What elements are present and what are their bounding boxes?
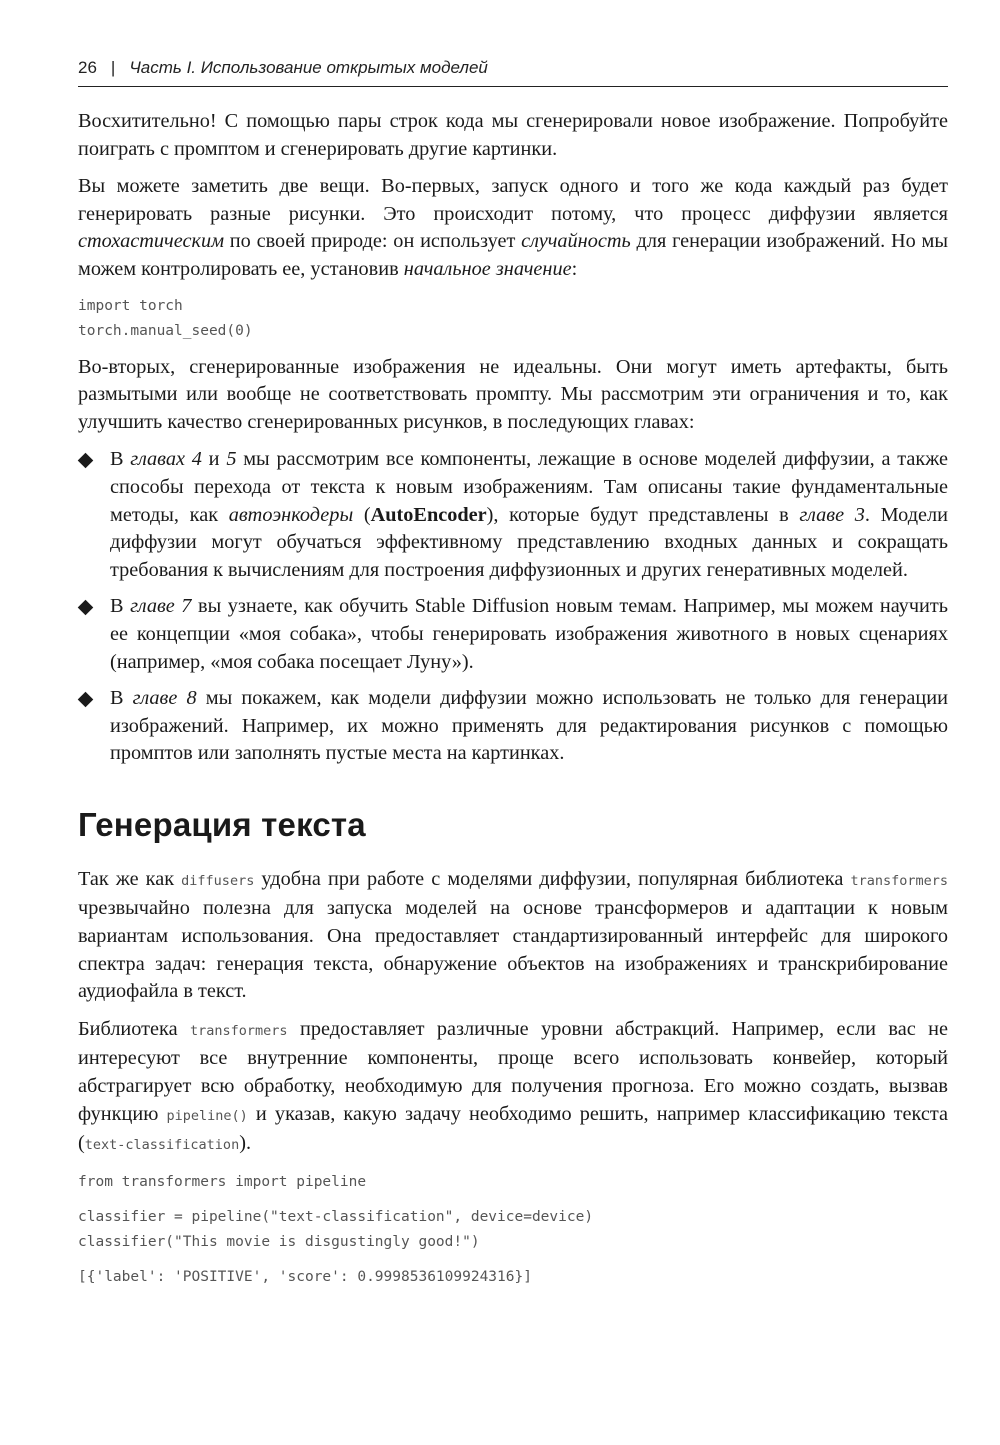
code-block-import	[78, 1170, 948, 1195]
section-heading: Генерация текста	[78, 805, 366, 843]
code-block-classifier	[78, 1205, 948, 1255]
text-run: Так же как	[78, 867, 182, 890]
inline-code: transformers	[190, 1022, 288, 1039]
paragraph-transformers	[78, 866, 948, 1006]
text-run: и	[201, 448, 227, 471]
emphasis: случайность	[521, 230, 631, 253]
list-item	[78, 685, 948, 768]
emphasis: главе 3	[799, 503, 865, 526]
text-run: В	[110, 687, 133, 710]
diamond-bullet-icon	[78, 692, 94, 708]
list-item	[78, 446, 948, 584]
paragraph-limitations: Во-вторых, сгенерированные изображения не идеальны. Они могут иметь артефакты, быть размытыми или вообще не соответствовать промпту. Мы рассмотрим эти ограничения и то, как улучшить качество сгенерированных рисунков, в последующих главах:	[78, 355, 948, 433]
code-block-output	[78, 1265, 948, 1290]
page-content	[78, 108, 948, 1300]
emphasis: главе 8	[132, 687, 197, 710]
emphasis: главе 7	[130, 595, 192, 618]
code-line: classifier = pipeline("text-classification", device=device)	[78, 1208, 594, 1225]
emphasis: начальное значение	[403, 257, 572, 280]
bullet-list	[78, 446, 948, 768]
emphasis: стохастическим	[78, 230, 225, 253]
diamond-bullet-icon	[78, 453, 94, 469]
text-run: :	[571, 257, 578, 280]
paragraph-two-things	[78, 173, 948, 283]
page-number: 26	[78, 58, 97, 77]
text-run: чрезвычайно полезна для запуска моделей на основе трансформеров и адаптации к новым вариантам использования. Она предоставляет стандартизированный интерфейс для широкого спектра задач: генерация текста, обнаружение объектов на изображениях и транскрибирование аудиофайла в текст.	[78, 897, 948, 1003]
text-run: по своей природе: он использует	[224, 230, 522, 253]
text-run: для генерации изображений. Но мы можем контролировать ее, установив	[78, 230, 948, 280]
running-head	[78, 58, 948, 87]
paragraph-pipeline	[78, 1016, 948, 1160]
inline-code: pipeline()	[166, 1107, 248, 1124]
text-run: удобна при работе с моделями диффузии, популярная библиотека	[254, 867, 851, 890]
text-run: предоставляет различные уровни абстракций. Например, если вас не интересуют все внутренние компоненты, проще всего использовать конвейер, который абстрагирует всю обработку, необходимую для получения прогноза. Его можно создать, вызвав функцию	[78, 1017, 948, 1125]
diamond-bullet-icon	[78, 600, 94, 616]
paragraph-intro: Восхитительно! С помощью пары строк кода мы сгенерировали новое изображение. Попробуйте поиграть с промптом и сгенерировать другие картинки.	[78, 110, 948, 160]
list-item	[78, 593, 948, 676]
text-run: и указав, какую задачу необходимо решить, например классификацию текста (	[78, 1102, 948, 1155]
code-block-seed	[78, 294, 948, 344]
inline-code: diffusers	[181, 872, 255, 889]
header-separator: |	[110, 58, 116, 77]
code-line: torch.manual_seed(0)	[78, 322, 253, 339]
chapter-title: Часть I. Использование открытых моделей	[129, 58, 488, 77]
emphasis: главах 4	[130, 448, 202, 471]
text-run: . Модели диффузии могут обучаться эффективному представлению входных данных и сокращать требования к вычислениям для построения диффузионных и других генеративных моделей.	[110, 503, 948, 581]
code-line: [{'label': 'POSITIVE', 'score': 0.9998536109924316}]	[78, 1268, 532, 1285]
text-run: ).	[239, 1132, 252, 1155]
inline-code: transformers	[850, 872, 948, 889]
code-line: classifier("This movie is disgustingly good!")	[78, 1233, 480, 1250]
text-run: Вы можете заметить две вещи. Во-первых, запуск одного и того же кода каждый раз будет генерировать разные рисунки. Это происходит потому, что процесс диффузии является	[78, 175, 948, 225]
emphasis: автоэнкодеры	[228, 503, 354, 526]
text-run: мы рассмотрим все компоненты, лежащие в основе моделей диффузии, а также способы перехода от текста к новым изображениям. Там описаны такие фундаментальные методы, как	[110, 448, 949, 526]
code-line: import torch	[78, 297, 183, 314]
text-run: вы узнаете, как обучить Stable Diffusion новым темам. Например, мы можем научить ее концепции «моя собака», чтобы генерировать изображения животного в новых сценариях (например, «моя собака посещает Луну»).	[110, 595, 948, 673]
bold-term: AutoEncoder	[370, 503, 487, 526]
text-run: Библиотека	[78, 1017, 191, 1040]
code-line: from transformers import pipeline	[78, 1173, 367, 1190]
text-run: ), которые будут представлены в	[486, 503, 800, 526]
text-run: (	[353, 503, 371, 526]
text-run: В	[110, 448, 131, 471]
text-run: В	[110, 595, 131, 618]
emphasis: 5	[226, 448, 237, 471]
inline-code: text-classification	[84, 1137, 240, 1154]
text-run: мы покажем, как модели диффузии можно использовать не только для генерации изображений. Например, их можно применять для редактирования рисунков с помощью промптов или заполнять пустые места на картинках.	[110, 687, 948, 765]
